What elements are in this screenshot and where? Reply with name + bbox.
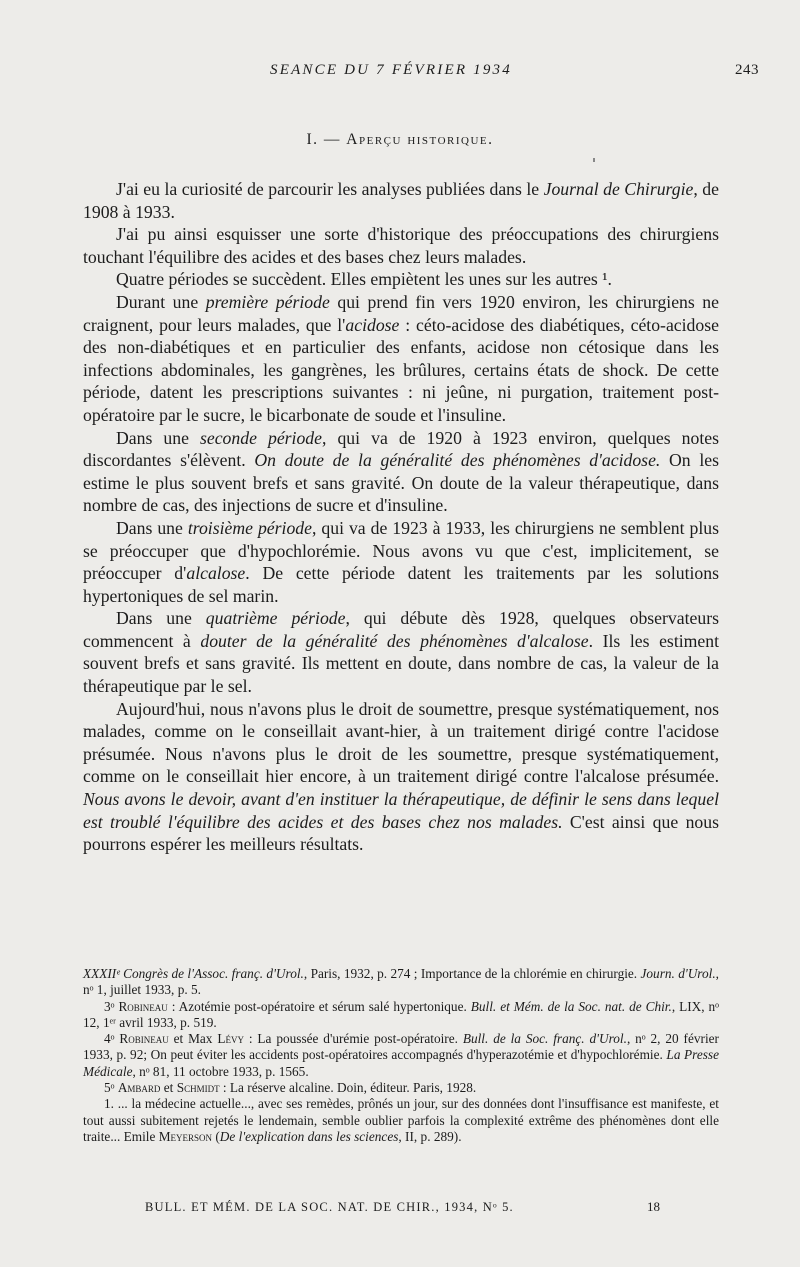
paragraph-premiere-periode: Durant une première période qui prend fin vers 1920 environ, les chirurgiens ne craignent, pour leurs malades, que l'acidose : céto-acidose des diabétiques, céto-acidose des non-diabétiques et en particulier des enfants, acidose non cétosique dans les infections abdominales, les gangrènes, les brûlures, certains états de shock. De cette période, datent les prescriptions suivantes : ni jeûne, ni purgation, traitement post-opératoire par le sucre, le bicarbonate de soude et l'insuline. bbox=[83, 291, 720, 425]
paragraph-troisieme-periode: Dans une troisième période, qui va de 1923 à 1933, les chirurgiens ne semblent plus se préoccuper que d'hypochlorémie. Nous avons vu que c'est, implicitement, se préoccuper d'alcalose. De cette période datent les traitements par les solutions hypertoniques de sel marin. bbox=[83, 517, 720, 606]
paragraph-quatre-periodes: Quatre périodes se succèdent. Elles empiètent les unes sur les autres ¹. bbox=[116, 269, 612, 290]
footnote-congres: XXXIIᵉ Congrès de l'Assoc. franç. d'Urol., Paris, 1932, p. 274 ; Importance de la chlorémie en chirurgie. Journ. d'Urol., nᵒ 1, juillet 1933, p. 5. bbox=[83, 966, 719, 998]
paragraph-historique: J'ai pu ainsi esquisser une sorte d'historique des préoccupations des chirurgiens touchant l'équilibre des acides et des bases chez leurs malades. bbox=[83, 224, 719, 267]
paragraph-quatrieme-periode: Dans une quatrième période, qui débute dès 1928, quelques observateurs commencent à douter de la généralité des phénomènes d'alcalose. Ils les estiment souvent brefs et sans gravité. Ils mettent en doute, dans nombre de cas, la valeur de la thérapeutique par le sel. bbox=[83, 608, 720, 697]
section-heading bbox=[0, 131, 800, 149]
paragraph-conclusion: Aujourd'hui, nous n'avons plus le droit de soumettre, presque systématiquement, nos malades, comme on le conseillait avant-hier, à un traitement dirigé contre l'acidose présumée. Nous n'avons plus le droit de les soumettre, presque systématiquement, comme on le conseillait hier encore, à un traitement dirigé contre l'alcalose présumée. Nous avons le devoir, avant d'en instituer la thérapeutique, de définir le sens dans lequel est troublé l'équilibre des acides et des bases chez nos malades. C'est ainsi que nous pourrons espérer les meilleurs résultats. bbox=[83, 698, 719, 855]
signature-number: 18 bbox=[647, 1199, 660, 1214]
footnote-meyerson: 1. ... la médecine actuelle..., avec ses remèdes, prônés un jour, sur des données dont l'insuffisance est manifeste, et tout aussi subitement rejetés le lendemain, semble oublier parfois la complexité extrême des phénomènes dont elle traite... Emile Meyerson (De l'explication dans les sciences, II, p. 289). bbox=[83, 1096, 719, 1144]
footnote-robineau-levy: 4ᵒ Robineau et Max Lévy : La poussée d'urémie post-opératoire. Bull. de la Soc. franç. d'Urol., nᵒ 2, 20 février 1933, p. 92; On peut éviter les accidents post-opératoires accompagnés d'hyperazotémie et d'hypochlorémie. La Presse Médicale, nᵒ 81, 11 octobre 1933, p. 1565. bbox=[83, 1031, 720, 1079]
running-title: SEANCE DU 7 FÉVRIER 1934 bbox=[270, 62, 512, 78]
footnote-robineau: 3ᵒ Robineau : Azotémie post-opératoire et sérum salé hypertonique. Bull. et Mém. de la Soc. nat. de Chir., LIX, nᵒ 12, 1ᵉʳ avril 1933, p. 519. bbox=[83, 998, 719, 1030]
page-footer bbox=[0, 1198, 800, 1218]
section-number: I. — bbox=[306, 131, 347, 148]
page-number: 243 bbox=[735, 62, 759, 78]
paragraph-seconde-periode: Dans une seconde période, qui va de 1920 à 1923 environ, quelques notes discordantes s'élèvent. On doute de la généralité des phénomènes d'acidose. On les estime le plus souvent brefs et sans gravité. On doute de la valeur thérapeutique, dans nombre de cas, des injections de sucre et d'insuline. bbox=[83, 427, 719, 516]
footnotes bbox=[83, 966, 719, 1145]
journal-citation: BULL. ET MÉM. DE LA SOC. NAT. DE CHIR., 1934, Nᵒ 5. bbox=[145, 1200, 514, 1214]
print-speck bbox=[593, 158, 595, 162]
main-text bbox=[83, 178, 719, 856]
running-header bbox=[0, 60, 800, 84]
section-title: Aperçu historique. bbox=[346, 131, 494, 148]
paragraph-journal: J'ai eu la curiosité de parcourir les analyses publiées dans le Journal de Chirurgie, de 1908 à 1933. bbox=[83, 179, 719, 222]
footnote-ambard-schmidt: 5ᵒ Ambard et Schmidt : La réserve alcaline. Doin, éditeur. Paris, 1928. bbox=[104, 1080, 477, 1096]
